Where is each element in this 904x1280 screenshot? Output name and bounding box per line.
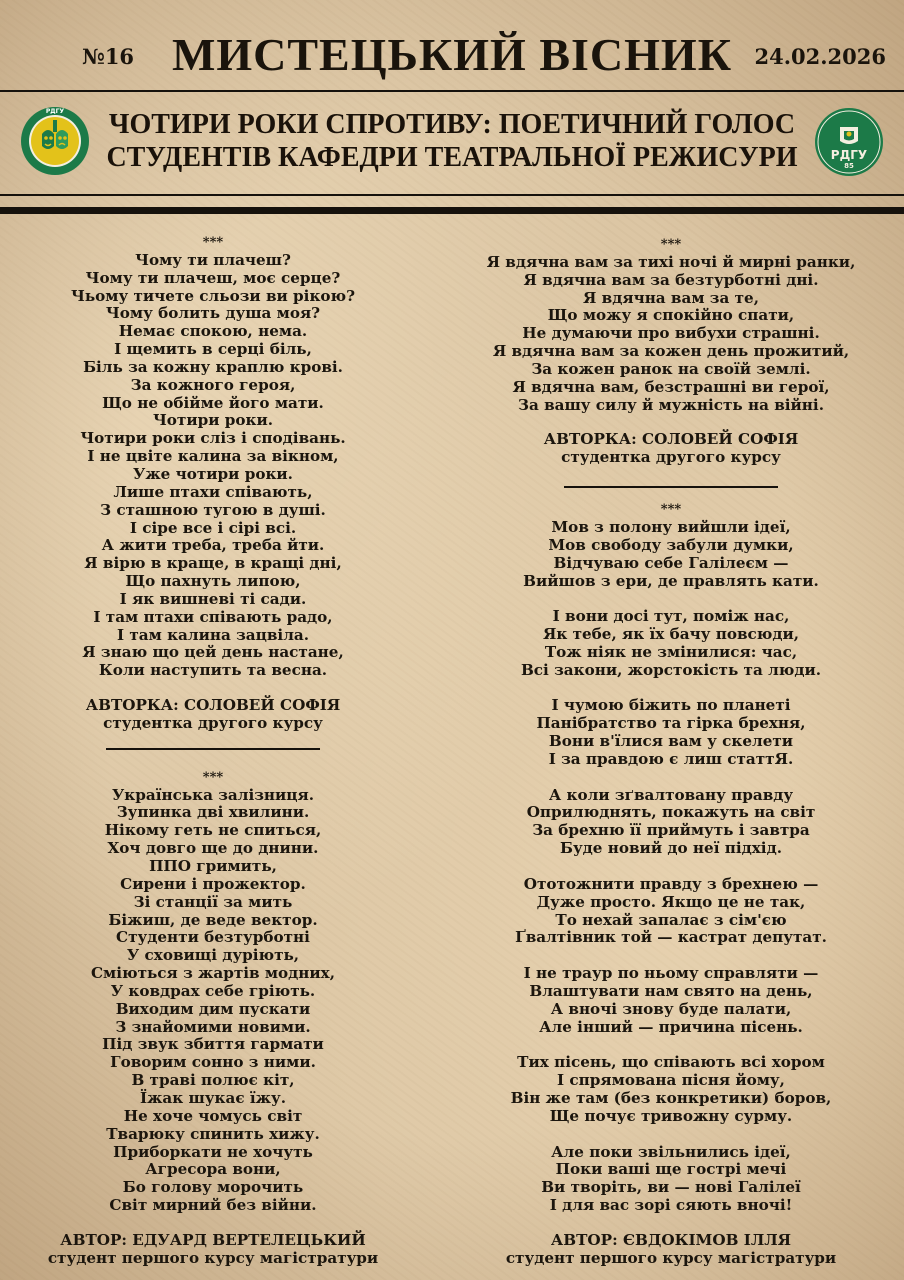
- masthead: [0, 0, 904, 90]
- poem-line: Ґвалтівник той — кастрат депутат.: [515, 928, 827, 947]
- poem-line: Говорим сонно з ними.: [110, 1053, 316, 1072]
- poem-4-credit: студент першого курсу магістратури: [505, 1248, 837, 1267]
- poem-line: Що можу я спокійно спати,: [547, 306, 795, 325]
- poem-line: Лише птахи співають,: [113, 482, 313, 501]
- poem-line: Я вірю в краще, в кращі дні,: [84, 554, 342, 573]
- right-logo-anniversary: 85: [844, 162, 854, 170]
- left-column: [40, 234, 386, 1268]
- newspaper-title: МИСТЕЦЬКИЙ ВІСНИК: [171, 29, 733, 80]
- headline-rule-thick: [0, 207, 904, 214]
- university-logo-right: [814, 107, 884, 177]
- poem-line: Українська залізниця.: [111, 785, 315, 804]
- masthead-rule-top: [0, 90, 904, 92]
- poem-1-mark: ***: [202, 235, 224, 250]
- issue-number: №16: [82, 44, 135, 69]
- poem-line: Я вдячна вам за тихі ночі й мирні ранки,: [486, 252, 856, 271]
- headline-rule-thin: [0, 194, 904, 196]
- headline-line-2: СТУДЕНТІВ КАФЕДРИ ТЕАТРАЛЬНОЇ РЕЖИСУРИ: [106, 142, 798, 173]
- poem-line: За вашу силу й мужність на війні.: [518, 395, 824, 414]
- poem-line: Що не обійме його мати.: [102, 393, 324, 412]
- poem-line: Агресора вони,: [145, 1160, 281, 1179]
- poem-line: Відчуваю себе Галілеєм —: [553, 553, 789, 572]
- poem-line: Нікому геть не спиться,: [104, 821, 322, 840]
- poem-line: І сіре все і сірі всі.: [129, 518, 297, 537]
- poem-line: За кожен ранок на своїй землі.: [531, 359, 811, 378]
- poem-line: Я вдячна вам за те,: [583, 288, 759, 307]
- poem-1-credit: студентка другого курсу: [103, 713, 323, 732]
- poem-4-lines: [470, 519, 872, 1215]
- poem-line: Буде новий до неї підхід.: [559, 839, 782, 858]
- poem-line: Поки ваші ще гострі мечі: [555, 1160, 787, 1179]
- article-headline: [100, 108, 804, 174]
- poem-1-author: АВТОРКА: СОЛОВЕЙ СОФІЯ: [85, 696, 341, 715]
- poem-line: Чому ти плачеш?: [135, 250, 291, 269]
- right-logo-text: РДГУ: [830, 148, 868, 162]
- poem-line: Приборкати не хочуть: [113, 1142, 313, 1161]
- poem-line: І за правдою є лиш статтЯ.: [548, 749, 794, 768]
- poem-line: Він же там (без конкретики) боров,: [510, 1088, 832, 1107]
- poem-line: Студенти безтурботні: [116, 928, 310, 947]
- poem-line: Тварюку спинить хижу.: [106, 1124, 320, 1143]
- poem-line: Зі станції за мить: [133, 892, 293, 911]
- poem-line: Бо голову морочить: [122, 1178, 304, 1197]
- poem-line: Біль за кожну краплю крові.: [83, 357, 343, 376]
- poem-line: І там калина зацвіла.: [116, 625, 310, 644]
- poem-line: Чьому тичете сльози ви рікою?: [70, 286, 356, 305]
- stanza-break: [470, 1036, 872, 1054]
- poem-line: За кожного героя,: [130, 375, 296, 394]
- poem-line: Біжиш, де веде вектор.: [108, 910, 318, 929]
- faculty-logo-left: [20, 106, 90, 176]
- poem-line: Ще почує тривожну сурму.: [549, 1106, 793, 1125]
- poem-3-mark: ***: [660, 237, 682, 252]
- poem-line: А вночі знову буде палати,: [550, 999, 792, 1018]
- poem-line: Ототожнити правду з брехнею —: [523, 874, 819, 893]
- poem-line: Хоч довго ще до днини.: [107, 839, 319, 858]
- poem-line: Чому ти плачеш, моє серце?: [85, 268, 341, 287]
- poem-line: Що пахнуть липою,: [125, 572, 301, 591]
- poem-line: І для вас зорі сяють вночі!: [549, 1196, 793, 1215]
- poem-line: То нехай запалає з сім'єю: [555, 910, 787, 929]
- poem-line: Їжак шукає їжу.: [139, 1088, 287, 1107]
- poem-line: Світ мирний без війни.: [109, 1196, 317, 1215]
- stanza-break: [470, 590, 872, 608]
- poem-line: Я вдячна вам, безстрашні ви герої,: [512, 377, 830, 396]
- poem-line: Уже чотири роки.: [133, 464, 293, 483]
- poem-line: Оприлюднять, покажуть на світ: [526, 803, 816, 822]
- poem-line: Вийшов з ери, де правлять кати.: [523, 571, 819, 590]
- poem-line: З знайомими новими.: [115, 1017, 311, 1036]
- poem-line: Я вдячна вам за кожен день прожитий,: [492, 342, 850, 361]
- poem-line: І не траур по ньому справляти —: [523, 964, 819, 983]
- section-divider: [106, 748, 320, 750]
- left-logo-text: РДГУ: [45, 108, 65, 115]
- poem-line: А коли зґвалтовану правду: [548, 785, 794, 804]
- poem-line: А жити треба, треба йти.: [101, 536, 325, 555]
- poem-2-lines: [40, 787, 386, 1215]
- poem-line: Але інший — причина пісень.: [539, 1017, 803, 1036]
- poem-line: І вони досі тут, поміж нас,: [552, 607, 790, 626]
- poem-line: У сховищі дуріють,: [126, 946, 300, 965]
- poem-4-author: АВТОР: ЄВДОКІМОВ ІЛЛЯ: [550, 1230, 792, 1249]
- poem-line: Чотири роки.: [152, 411, 274, 430]
- poem-1-lines: [40, 252, 386, 680]
- poem-line: Виходим дим пускати: [115, 999, 311, 1018]
- poem-3-lines: [470, 254, 872, 415]
- poem-line: За брехню її приймуть і завтра: [532, 821, 810, 840]
- poem-3-credit: студентка другого курсу: [561, 448, 781, 467]
- poem-line: Тож ніяк не змінилися: час,: [544, 642, 798, 661]
- poem-line: Коли наступить та весна.: [98, 661, 328, 680]
- poem-line: Не думаючи про вибухи страшні.: [522, 324, 820, 343]
- poem-line: І не цвіте калина за вікном,: [87, 447, 339, 466]
- poem-2-credit: студент першого курсу магістратури: [47, 1248, 379, 1267]
- poem-line: ППО гримить,: [149, 857, 277, 875]
- poem-line: Влаштувати нам свято на день,: [529, 981, 813, 1000]
- poem-line: Я знаю що цей день настане,: [82, 643, 344, 662]
- poem-2-author: АВТОР: ЕДУАРД ВЕРТЕЛЕЦЬКИЙ: [60, 1230, 366, 1249]
- poem-line: Зупинка дві хвилини.: [116, 803, 310, 822]
- poem-line: І щемить в серці біль,: [114, 340, 312, 359]
- poem-line: У ковдрах себе гріють.: [110, 981, 316, 1000]
- poem-line: Ви творіть, ви — нові Галілеї: [541, 1178, 801, 1197]
- issue-date: 24.02.2026: [754, 44, 886, 69]
- poem-line: Дуже просто. Якщо це не так,: [536, 892, 806, 911]
- poem-line: Але поки звільнились ідеї,: [551, 1142, 791, 1161]
- poem-line: Під звук збиття гармати: [102, 1035, 324, 1054]
- right-column: [470, 236, 872, 1268]
- faculty-emblem-icon: [20, 106, 90, 176]
- poem-4-mark: ***: [660, 502, 682, 518]
- poem-line: Сирени і прожектор.: [120, 874, 306, 893]
- poem-line: Немає спокою, нема.: [118, 322, 308, 341]
- poem-line: Тих пісень, що співають всі хором: [517, 1053, 825, 1072]
- stanza-break: [470, 680, 872, 698]
- stanza-break: [470, 769, 872, 787]
- section-divider: [564, 486, 778, 488]
- poem-line: І спрямована пісня йому,: [557, 1071, 785, 1090]
- poem-line: Панібратство та гірка брехня,: [536, 714, 806, 733]
- stanza-break: [470, 947, 872, 965]
- poem-line: Вони в'їлися вам у скелети: [548, 732, 794, 751]
- poem-line: Сміються з жартів модних,: [90, 964, 336, 983]
- headline-line-1: ЧОТИРИ РОКИ СПРОТИВУ: ПОЕТИЧНИЙ ГОЛОС: [108, 109, 796, 140]
- poem-line: Я вдячна вам за безтурботні дні.: [523, 270, 819, 289]
- poem-2-mark: ***: [202, 769, 224, 785]
- poem-line: З сташною тугою в душі.: [100, 500, 326, 519]
- poem-line: Не хоче чомусь світ: [123, 1106, 303, 1125]
- poem-line: І як вишневі ті сади.: [119, 589, 307, 608]
- poem-line: Чому болить душа моя?: [105, 304, 321, 323]
- poem-3-author: АВТОРКА: СОЛОВЕЙ СОФІЯ: [543, 430, 799, 449]
- stanza-break: [470, 1126, 872, 1144]
- poem-line: І там птахи співають радо,: [93, 607, 333, 626]
- stanza-break: [470, 858, 872, 876]
- poem-line: Мов з полону вийшли ідеї,: [551, 517, 791, 536]
- poem-line: Всі закони, жорстокість та люди.: [520, 660, 822, 679]
- poem-line: В траві полює кіт,: [131, 1071, 295, 1090]
- poem-line: Як тебе, як їх бачу повсюди,: [542, 625, 800, 644]
- poem-line: І чумою біжить по планеті: [551, 696, 791, 715]
- poem-line: Мов свободу забули думки,: [548, 535, 794, 554]
- poem-line: Чотири роки сліз і сподівань.: [80, 429, 346, 448]
